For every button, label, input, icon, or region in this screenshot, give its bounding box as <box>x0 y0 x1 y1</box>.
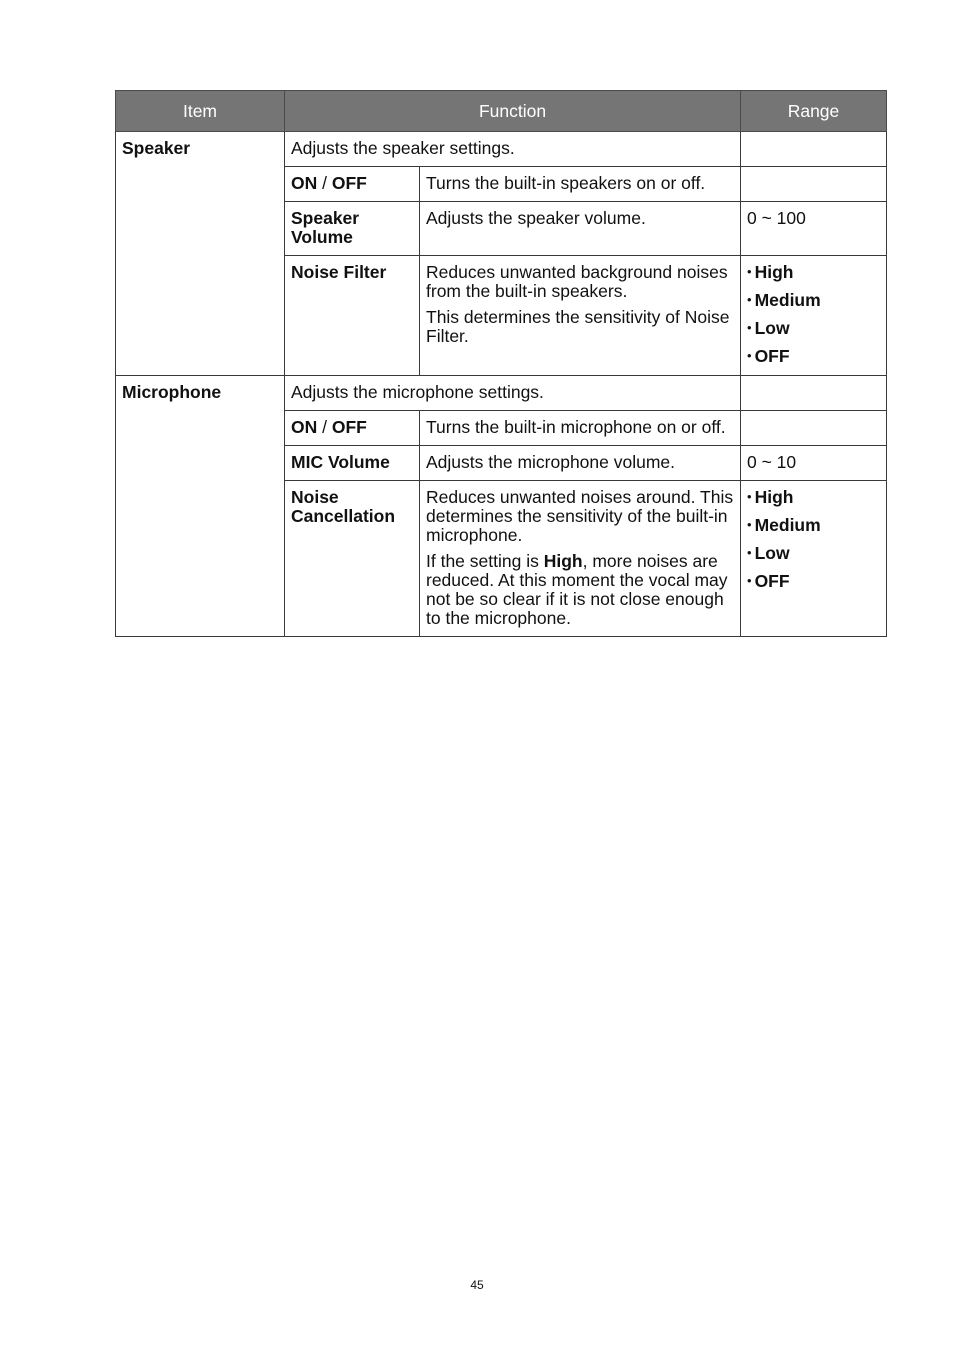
noise-filter-range <box>741 256 887 376</box>
speaker-volume-desc: Adjusts the speaker volume. <box>420 202 741 256</box>
noise-filter-options <box>747 263 880 367</box>
speaker-onoff-desc: Turns the built-in speakers on or off. <box>420 167 741 202</box>
noise-cancellation-desc <box>420 481 741 637</box>
option-high: • High <box>747 488 880 508</box>
off-label: OFF <box>331 417 367 437</box>
noise-cancellation-label: Noise Cancellation <box>285 481 420 637</box>
option-off: • OFF <box>747 572 880 592</box>
mic-volume-range: 0 ~ 10 <box>741 446 887 481</box>
noise-filter-desc-1: Reduces unwanted background noises from the built-in speakers. <box>426 262 728 301</box>
noise-cancellation-desc-2 <box>426 552 734 628</box>
range-cell-empty <box>741 132 887 167</box>
desc2-post: , more noises are reduced. At this moment the vocal may not be so clear if it is not close enough to the microphone. <box>426 551 728 628</box>
mic-onoff-label <box>285 411 420 446</box>
settings-table <box>115 90 887 637</box>
header-row <box>116 91 887 132</box>
noise-filter-label: Noise Filter <box>285 256 420 376</box>
table-row <box>116 376 887 411</box>
mic-volume-label: MIC Volume <box>285 446 420 481</box>
item-speaker: Speaker <box>116 132 285 376</box>
speaker-description: Adjusts the speaker settings. <box>285 132 741 167</box>
slash-separator: / <box>317 173 332 193</box>
noise-filter-desc <box>420 256 741 376</box>
speaker-onoff-label <box>285 167 420 202</box>
range-cell-empty <box>741 167 887 202</box>
header-item: Item <box>116 91 285 132</box>
noise-cancellation-range <box>741 481 887 637</box>
desc2-bold: High <box>543 551 583 571</box>
header-range: Range <box>741 91 887 132</box>
option-medium: • Medium <box>747 516 880 536</box>
noise-cancellation-desc-1: Reduces unwanted noises around. This determines the sensitivity of the built-in microphone. <box>426 487 734 545</box>
option-low: • Low <box>747 544 880 564</box>
range-cell-empty <box>741 411 887 446</box>
off-label: OFF <box>331 173 367 193</box>
desc2-pre: If the setting is <box>426 551 544 571</box>
mic-onoff-desc: Turns the built-in microphone on or off. <box>420 411 741 446</box>
option-off: • OFF <box>747 347 880 367</box>
table-row <box>116 132 887 167</box>
item-microphone: Microphone <box>116 376 285 637</box>
noise-cancellation-options <box>747 488 880 592</box>
mic-volume-desc: Adjusts the microphone volume. <box>420 446 741 481</box>
header-function: Function <box>285 91 741 132</box>
range-cell-empty <box>741 376 887 411</box>
microphone-description: Adjusts the microphone settings. <box>285 376 741 411</box>
option-medium: • Medium <box>747 291 880 311</box>
slash-separator: / <box>317 417 332 437</box>
on-label: ON <box>291 173 318 193</box>
speaker-volume-range: 0 ~ 100 <box>741 202 887 256</box>
noise-filter-desc-2: This determines the sensitivity of Noise Filter. <box>426 307 730 346</box>
option-low: • Low <box>747 319 880 339</box>
page-number: 45 <box>470 1278 484 1292</box>
on-label: ON <box>291 417 318 437</box>
speaker-volume-label: Speaker Volume <box>285 202 420 256</box>
option-high: • High <box>747 263 880 283</box>
